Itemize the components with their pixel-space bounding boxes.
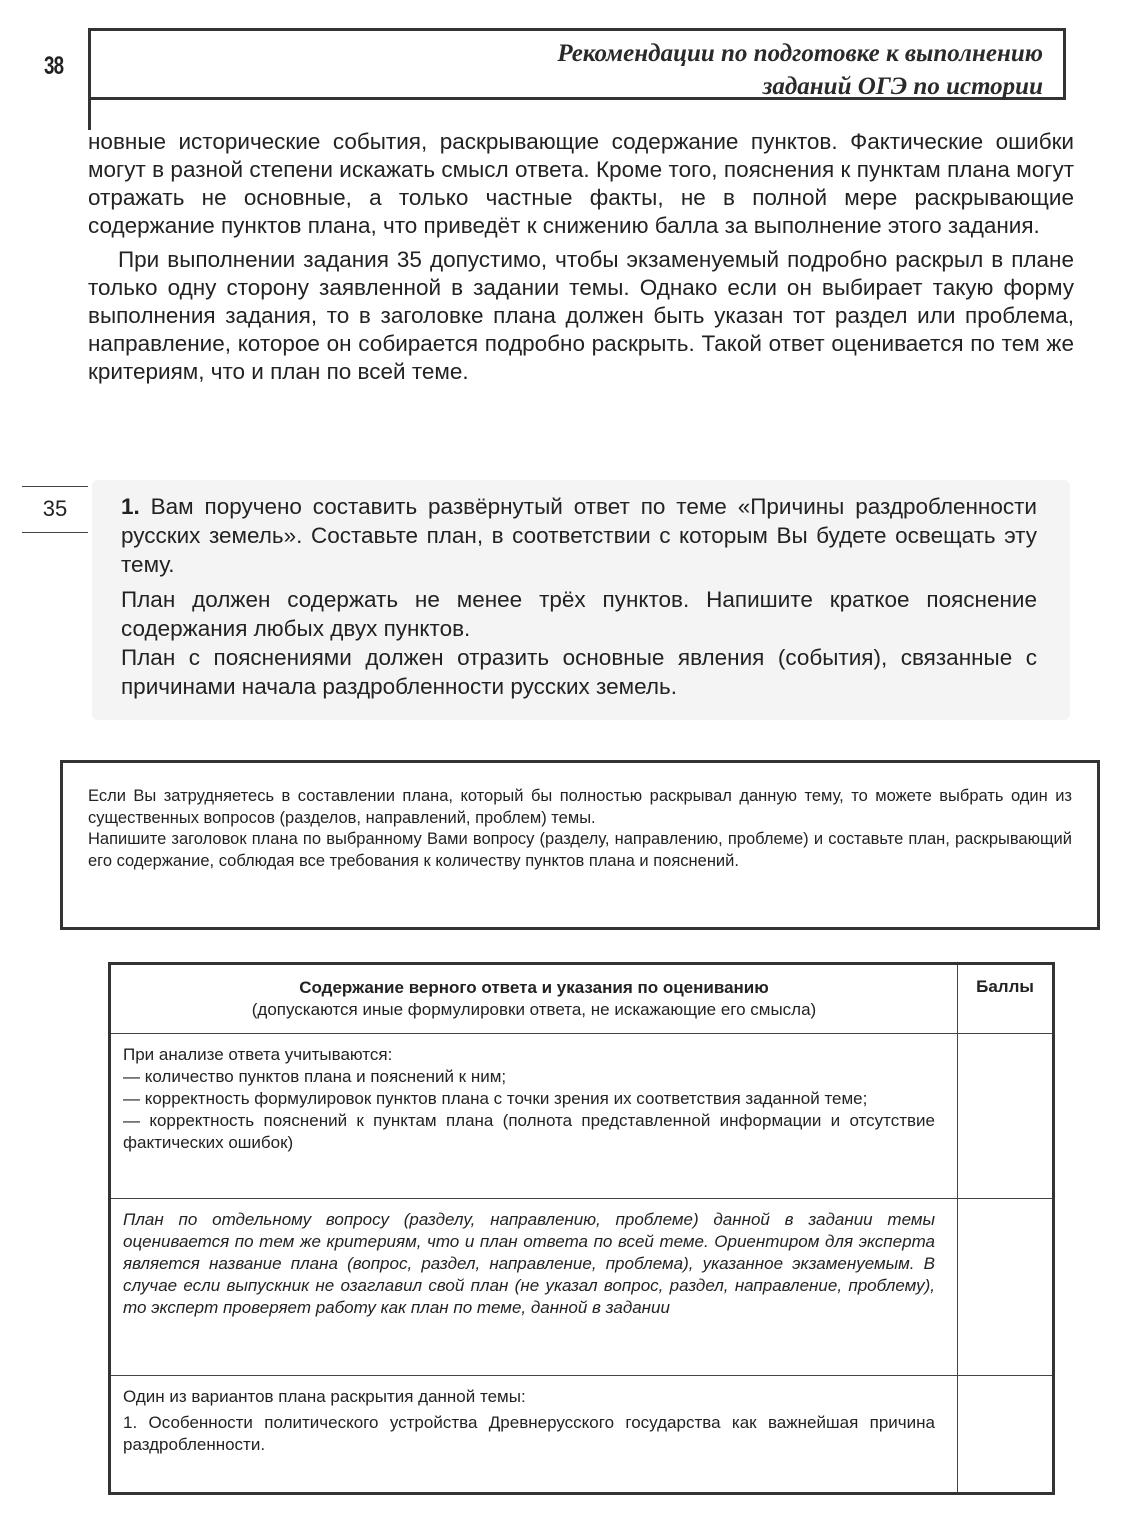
criteria-cell xyxy=(110,1199,958,1376)
running-header-text xyxy=(557,37,1043,103)
plan-item: 1. Особенности политического устройства Древнерусского государства как важнейшая причина раздробленности. xyxy=(123,1413,935,1454)
body-text xyxy=(88,128,1074,386)
criteria-intro: При анализе ответа учитываются: xyxy=(123,1045,393,1064)
page-number: 38 xyxy=(44,52,64,80)
criteria-cell xyxy=(110,1034,958,1199)
task-text xyxy=(121,492,1037,701)
table-header-row xyxy=(110,964,1054,1034)
score-cell xyxy=(958,1034,1054,1199)
task-item-number: 1. xyxy=(121,494,140,519)
hint-paragraph-1: Если Вы затрудняетесь в составлении плана, который бы полностью раскрывал данную тему, то можете выбрать один из существенных вопросов (разделов, направлений, проблем) темы. xyxy=(88,787,1072,827)
hint-text xyxy=(88,786,1072,872)
header-rule xyxy=(88,96,91,130)
criteria-table xyxy=(108,962,1055,1495)
table-row xyxy=(110,1376,1054,1494)
table-row xyxy=(110,1199,1054,1376)
header-line-2: заданий ОГЭ по истории xyxy=(762,73,1043,100)
header-line-1: Рекомендации по подготовке к выполнению xyxy=(557,40,1043,67)
task-paragraph-2: План должен содержать не менее трёх пунктов. Напишите краткое пояснение содержания любых двух пунктов. xyxy=(121,587,1037,641)
criteria-cell xyxy=(110,1376,958,1494)
score-cell xyxy=(958,1199,1054,1376)
table-header-score: Баллы xyxy=(958,964,1054,1034)
score-cell xyxy=(958,1376,1054,1494)
running-header xyxy=(88,28,1066,100)
criteria-note: План по отдельному вопросу (разделу, направлению, проблеме) данной в задании темы оценивается по тем же критериям, что и план ответа по всей теме. Ориентиром для эксперта является название плана (вопрос, раздел, направление, проблема), указанное экзаменуемым. В случае если выпускник не озаглавил свой план (не указал вопрос, раздел, направление, проблему), то эксперт проверяет работу как план по теме, данной в задании xyxy=(123,1210,935,1317)
body-paragraph-2: При выполнении задания 35 допустимо, чтобы экзаменуемый подробно раскрыл в плане только одну сторону заявленной в задании темы. Однако если он выбирает такую форму выполнения задания, то в заголовке плана должен быть указан тот раздел или проблема, направление, которое он собирается подробно раскрыть. Такой ответ оценивается по тем же критериям, что и план по всей теме. xyxy=(88,247,1074,384)
task-paragraph-1: 1. Вам поручено составить развёрнутый ответ по теме «Причины раздробленности русских земель». Составьте план, в соответствии с которым Вы будете освещать эту тему. xyxy=(121,494,1037,577)
task-number-rule-bottom xyxy=(22,532,88,533)
hint-paragraph-2: Напишите заголовок плана по выбранному Вами вопросу (разделу, направлению, проблеме) и составьте план, раскрывающий его содержание, соблюдая все требования к количеству пунктов плана и пояснений. xyxy=(88,830,1072,870)
body-paragraph-1: новные исторические события, раскрывающие содержание пунктов. Фактические ошибки могут в разной степени искажать смысл ответа. Кроме того, пояснения к пунктам плана могут отражать не основные, а только частные факты, не в полной мере раскрывающие содержание пунктов плана, что приведёт к снижению балла за выполнение этого задания. xyxy=(88,129,1074,238)
table-row xyxy=(110,1034,1054,1199)
table-header-title: Содержание верного ответа и указания по оцениванию xyxy=(299,978,769,997)
criteria-item: — корректность пояснений к пунктам плана (полнота представленной информации и отсутствие фактических ошибок) xyxy=(123,1111,935,1152)
criteria-item: — корректность формулировок пунктов плана с точки зрения их соответствия заданной теме; xyxy=(123,1089,868,1108)
task-paragraph-3: План с пояснениями должен отразить основные явления (события), связанные с причинами начала раздробленности русских земель. xyxy=(121,645,1037,699)
table-header-content xyxy=(110,964,958,1034)
plan-intro: Один из вариантов плана раскрытия данной темы: xyxy=(123,1387,526,1406)
table-header-subtitle: (допускаются иные формулировки ответа, не искажающие его смысла) xyxy=(251,1000,817,1019)
criteria-item: — количество пунктов плана и пояснений к ним; xyxy=(123,1067,507,1086)
task-number: 35 xyxy=(42,496,68,521)
task-number-rule-top xyxy=(22,486,88,487)
